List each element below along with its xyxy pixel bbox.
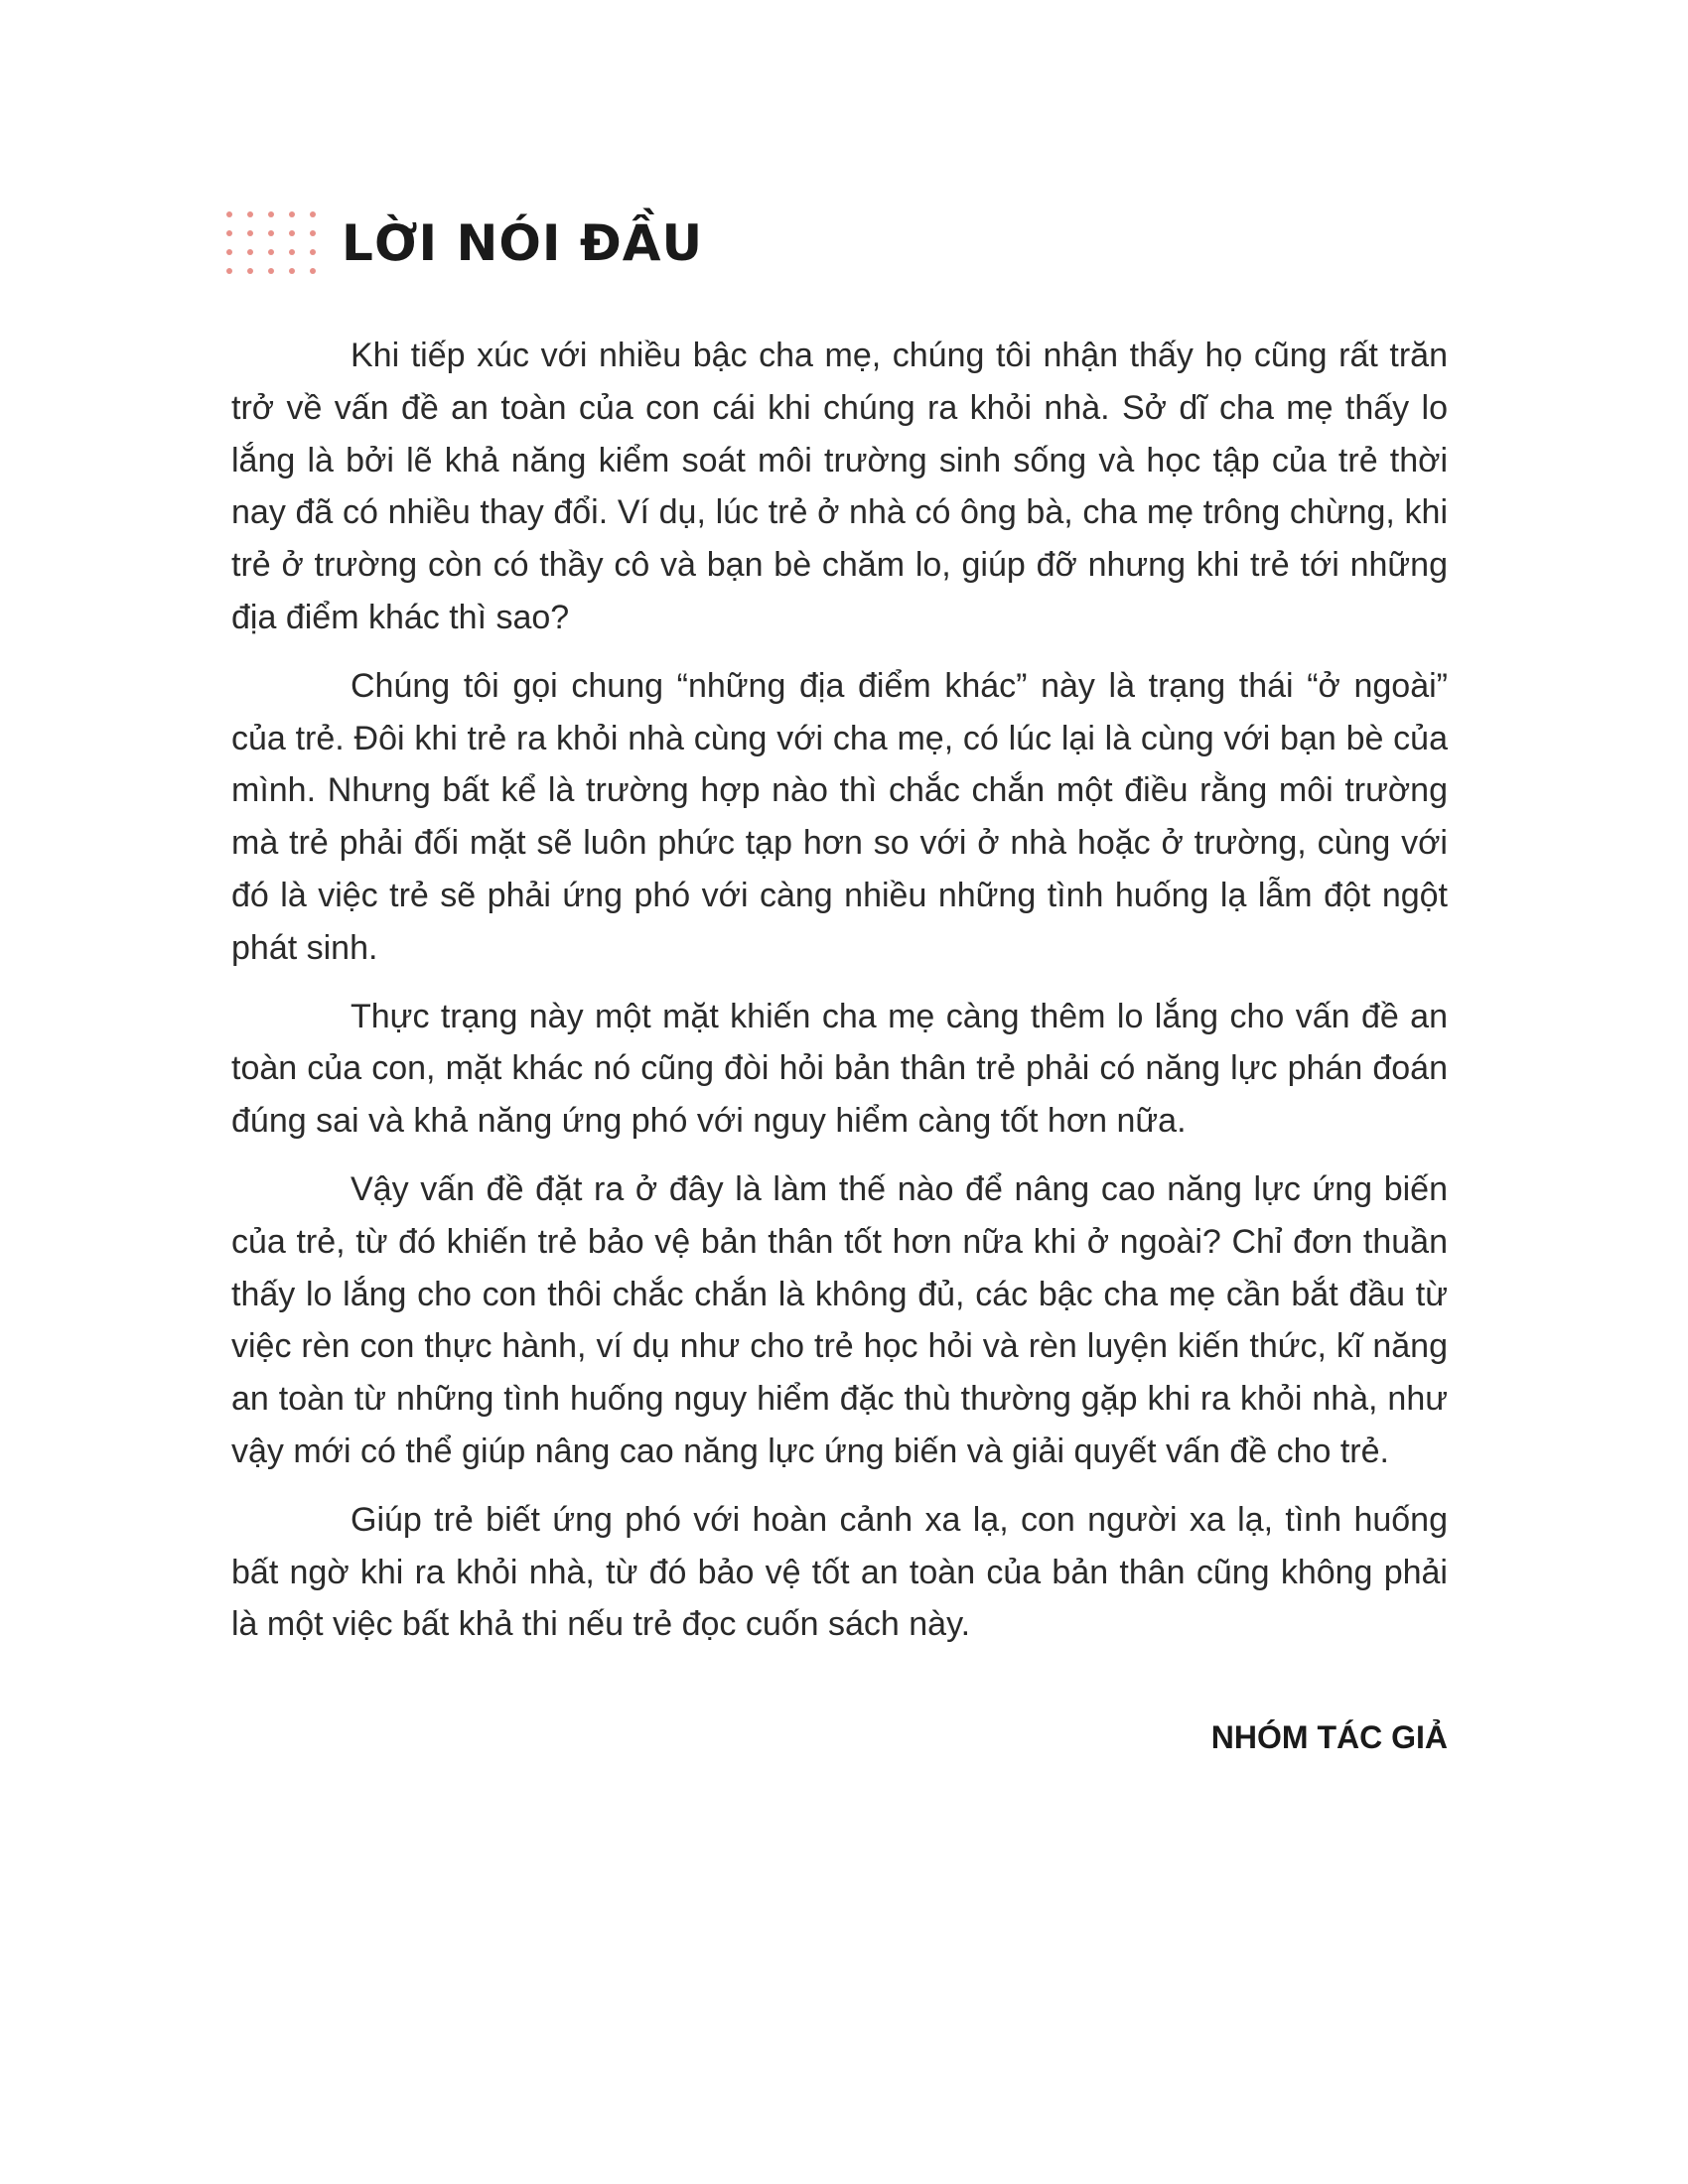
author-signature: NHÓM TÁC GIẢ xyxy=(1210,1719,1448,1755)
body-text xyxy=(231,330,1448,1667)
paragraph-2: Chúng tôi gọi chung “những địa điểm khác” này là trạng thái “ở ngoài” của trẻ. Đôi khi trẻ ra khỏi nhà cùng với cha mẹ, có lúc lại là cùng với bạn bè của mình. Nhưng bất kể là trường hợp nào thì chắc chắn một điều rằng môi trường mà trẻ phải đối mặt sẽ luôn phức tạp hơn so với ở nhà hoặc ở trường, cùng với đó là việc trẻ sẽ phải ứng phó với càng nhiều những tình huống lạ lẫm đột ngột phát sinh. xyxy=(231,666,1448,967)
heading-row xyxy=(226,199,703,288)
paragraph-3: Thực trạng này một mặt khiến cha mẹ càng thêm lo lắng cho vấn đề an toàn của con, mặt khác nó cũng đòi hỏi bản thân trẻ phải có năng lực phán đoán đúng sai và khả năng ứng phó với nguy hiểm càng tốt hơn nữa. xyxy=(231,997,1448,1141)
dot-grid-icon xyxy=(226,211,318,276)
paragraph-5: Giúp trẻ biết ứng phó với hoàn cảnh xa lạ, con người xa lạ, tình huống bất ngờ khi ra khỏi nhà, từ đó bảo vệ tốt an toàn của bản thân cũng không phải là một việc bất khả thi nếu trẻ đọc cuốn sách này. xyxy=(231,1500,1448,1644)
paragraph-1: Khi tiếp xúc với nhiều bậc cha mẹ, chúng tôi nhận thấy họ cũng rất trăn trở về vấn đề an toàn của con cái khi chúng ra khỏi nhà. Sở dĩ cha mẹ thấy lo lắng là bởi lẽ khả năng kiểm soát môi trường sinh sống và học tập của trẻ thời nay đã có nhiều thay đổi. Ví dụ, lúc trẻ ở nhà có ông bà, cha mẹ trông chừng, khi trẻ ở trường còn có thầy cô và bạn bè chăm lo, giúp đỡ nhưng khi trẻ tới những địa điểm khác thì sao? xyxy=(231,337,1448,636)
page-title: LỜI NÓI ĐẦU xyxy=(342,214,704,272)
paragraph-4: Vậy vấn đề đặt ra ở đây là làm thế nào để nâng cao năng lực ứng biến của trẻ, từ đó khiến trẻ bảo vệ bản thân tốt hơn nữa khi ở ngoài? Chỉ đơn thuần thấy lo lắng cho con thôi chắc chắn là không đủ, các bậc cha mẹ cần bắt đầu từ việc rèn con thực hành, ví dụ như cho trẻ học hỏi và rèn luyện kiến thức, kĩ năng an toàn từ những tình huống nguy hiểm đặc thù thường gặp khi ra khỏi nhà, như vậy mới có thể giúp nâng cao năng lực ứng biến và giải quyết vấn đề cho trẻ. xyxy=(231,1169,1448,1470)
